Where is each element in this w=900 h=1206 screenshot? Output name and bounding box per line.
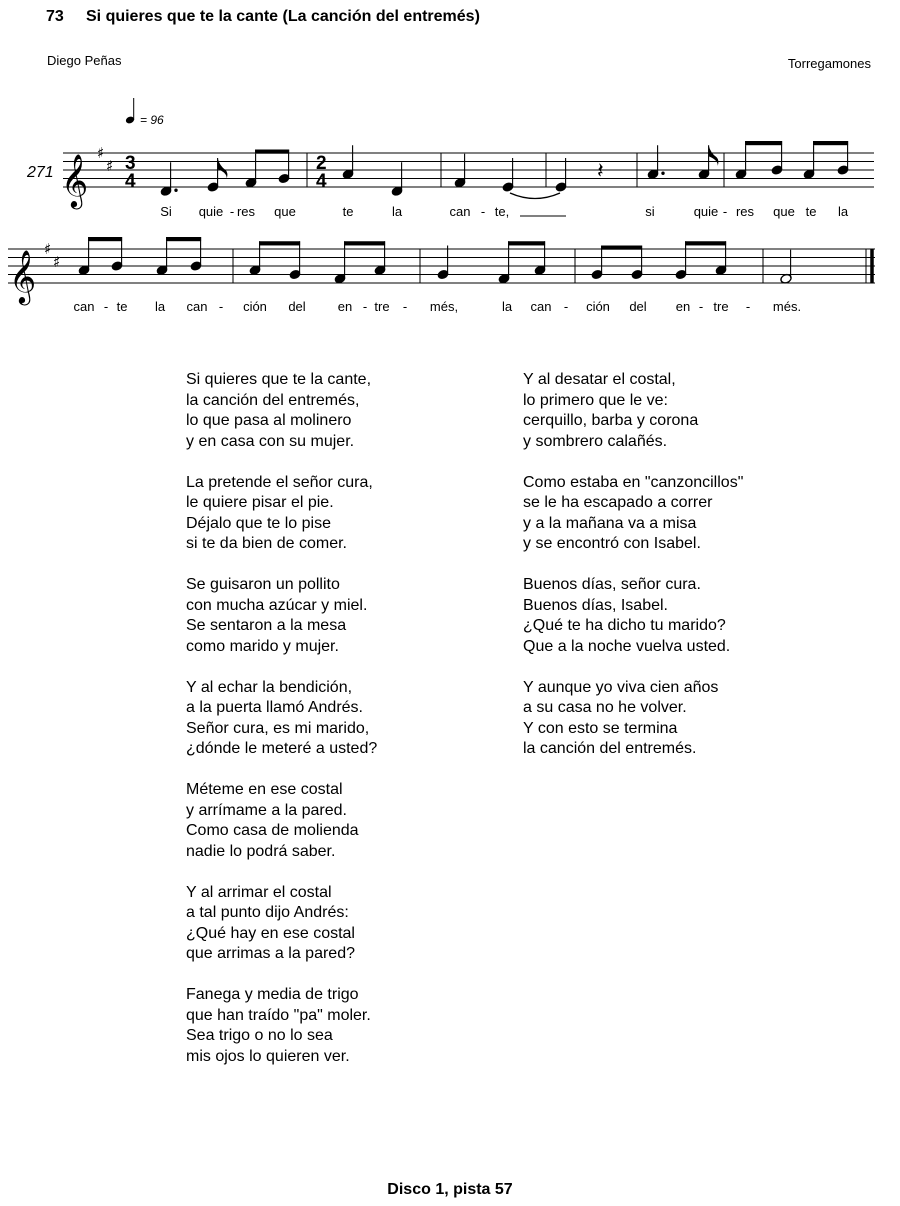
verse-line: Se sentaron a la mesa	[186, 617, 347, 634]
lyric-syllable: més,	[429, 299, 459, 314]
sharp-icon: ♯	[53, 252, 61, 271]
lyric-syllable: del	[288, 299, 306, 314]
verse-line: Señor cura, es mi marido,	[186, 719, 370, 737]
lyric-syllable: més.	[772, 299, 802, 314]
verse-line: ¿Qué hay en ese costal	[186, 924, 355, 942]
lyric-syllable: si	[645, 204, 655, 219]
lyric-syllable: quie	[198, 204, 224, 219]
lyric-syllable: -	[218, 299, 224, 314]
beam	[88, 237, 122, 241]
lyric-syllable: -	[480, 204, 486, 219]
verse-line: Y al desatar el costal,	[523, 371, 676, 388]
verse-line: que arrimas a la pared?	[186, 945, 355, 962]
lyric-syllable: en	[337, 299, 353, 314]
lyric-syllable: -	[698, 299, 704, 314]
verse-line: y a la mañana va a misa	[523, 514, 697, 532]
lyric-syllable: res	[236, 204, 256, 219]
lyric-syllable: que	[773, 204, 795, 219]
stanza	[523, 473, 743, 555]
time-sig-bottom: 4	[125, 171, 136, 192]
verse-line: nadie lo podrá saber.	[186, 842, 336, 860]
verse-line: y sombrero calañés.	[523, 432, 668, 450]
note-flag	[709, 145, 719, 166]
stanza	[186, 678, 377, 760]
verse-line: Que a la noche vuelva usted.	[523, 637, 731, 655]
verse-line: le quiere pisar el pie.	[186, 494, 334, 511]
disc-track-footer: Disco 1, pista 57	[387, 1181, 513, 1198]
verse-line: lo primero que le ve:	[523, 391, 668, 409]
lyric-syllable: can	[449, 204, 471, 219]
time-sig-top: 2	[316, 153, 327, 174]
stanza	[523, 370, 743, 452]
stanza	[186, 370, 377, 452]
beam	[685, 241, 726, 245]
verse-line: Como estaba en "canzoncillos"	[523, 473, 744, 491]
stanza	[186, 985, 377, 1067]
verses-right-column	[523, 370, 743, 780]
verse-line: la canción del entremés.	[523, 740, 697, 757]
lyric-syllable: te	[342, 204, 354, 219]
tie	[510, 193, 560, 199]
verse-line: la canción del entremés,	[186, 391, 360, 409]
verse-line: como marido y mujer.	[186, 637, 339, 655]
lyric-syllable: te,	[494, 204, 510, 219]
stanza	[523, 678, 743, 760]
dot	[174, 189, 177, 192]
lyric-syllable: tre	[713, 299, 729, 314]
lyric-syllable: -	[362, 299, 368, 314]
verse-line: La pretende el señor cura,	[186, 473, 373, 491]
treble-clef-icon: 𝄞	[61, 153, 89, 207]
time-sig-top: 3	[125, 153, 136, 174]
verse-line: y se encontró con Isabel.	[523, 535, 701, 552]
lyric-syllable: la	[154, 299, 166, 314]
verse-line: a tal punto dijo Andrés:	[186, 904, 349, 921]
measure-number: 271	[27, 164, 54, 181]
lyric-syllable: tre	[374, 299, 390, 314]
dot	[661, 172, 664, 175]
lyric-syllable: -	[103, 299, 109, 314]
lyric-syllable: te	[805, 204, 817, 219]
stanza	[186, 780, 377, 862]
verse-line: lo que pasa al molinero	[186, 412, 352, 429]
song-title: Si quieres que te la cante (La canción del entremés)	[86, 8, 480, 25]
verse-line: ¿Qué te ha dicho tu marido?	[523, 617, 726, 634]
lyric-syllable: can	[530, 299, 552, 314]
beam	[255, 150, 289, 154]
verse-line: Y al echar la bendición,	[186, 678, 353, 696]
lyric-syllable: la	[837, 204, 849, 219]
stanza	[523, 575, 743, 657]
verse-line: Fanega y media de trigo	[186, 986, 359, 1003]
lyric-syllable: can	[186, 299, 208, 314]
lyric-syllable: -	[745, 299, 751, 314]
lyric-syllable: en	[675, 299, 691, 314]
beam	[166, 237, 201, 241]
lyric-syllable: ción	[243, 299, 267, 314]
stanza	[186, 883, 377, 965]
lyric-syllable: que	[274, 204, 296, 219]
verse-line: Buenos días, Isabel.	[523, 596, 668, 614]
verse-line: Y con esto se termina	[523, 719, 678, 737]
verse-line: y arrímame a la pared.	[186, 801, 347, 819]
song-number: 73	[46, 8, 64, 25]
verse-line: y en casa con su mujer.	[186, 432, 355, 450]
beam	[745, 141, 782, 145]
beam	[259, 241, 300, 245]
treble-clef-icon: 𝄞	[9, 249, 37, 303]
lyric-syllable: la	[501, 299, 513, 314]
verse-line: Como casa de molienda	[186, 822, 359, 839]
lyric-syllable: del	[629, 299, 647, 314]
music-score	[0, 0, 900, 330]
beam	[344, 241, 385, 245]
verse-line: a la puerta llamó Andrés.	[186, 699, 363, 716]
lyric-syllable: -	[722, 204, 728, 219]
verse-line: que han traído "pa" moler.	[186, 1006, 371, 1024]
verse-line: Méteme en ese costal	[186, 781, 343, 798]
verse-line: Si quieres que te la cante,	[186, 371, 372, 388]
verse-line: con mucha azúcar y miel.	[186, 596, 368, 614]
performer-name: Diego Peñas	[47, 53, 122, 68]
verse-line: cerquillo, barba y corona	[523, 412, 699, 429]
verse-line: si te da bien de comer.	[186, 535, 347, 552]
verse-line: Sea trigo o no lo sea	[186, 1027, 333, 1044]
lyric-syllable: -	[229, 204, 235, 219]
beam	[508, 241, 545, 245]
lyric-syllable: -	[563, 299, 569, 314]
verse-line: Se guisaron un pollito	[186, 576, 340, 593]
place-name: Torregamones	[787, 56, 871, 71]
lyric-syllable: te	[116, 299, 128, 314]
verse-line: ¿dónde le meteré a usted?	[186, 740, 378, 757]
lyric-syllable: Si	[160, 204, 172, 219]
stanza	[186, 473, 377, 555]
verse-line: se le ha escapado a correr	[523, 494, 713, 511]
lyric-syllable: -	[402, 299, 408, 314]
sharp-icon: ♯	[97, 144, 105, 162]
tempo-mark: = 96	[140, 113, 164, 127]
lyric-syllable: la	[391, 204, 403, 219]
verse-line: mis ojos lo quieren ver.	[186, 1047, 350, 1065]
lyric-syllable: can	[73, 299, 95, 314]
verse-line: Déjalo que te lo pise	[186, 514, 331, 532]
stanza	[186, 575, 377, 657]
beam	[601, 246, 642, 250]
verse-line: Buenos días, señor cura.	[523, 576, 701, 593]
sharp-icon: ♯	[44, 240, 52, 258]
verses-left-column	[186, 370, 377, 1088]
beam	[813, 141, 848, 145]
lyric-syllable: res	[735, 204, 755, 219]
quarter-rest-icon: 𝄽	[597, 159, 604, 184]
lyric-syllable: quie	[693, 204, 719, 219]
verse-line: a su casa no he volver.	[523, 699, 687, 716]
time-sig-bottom: 4	[316, 171, 327, 192]
lyric-syllable: ción	[586, 299, 610, 314]
verse-line: Y al arrimar el costal	[186, 883, 332, 901]
verse-line: Y aunque yo viva cien años	[523, 678, 719, 696]
sharp-icon: ♯	[106, 156, 114, 175]
